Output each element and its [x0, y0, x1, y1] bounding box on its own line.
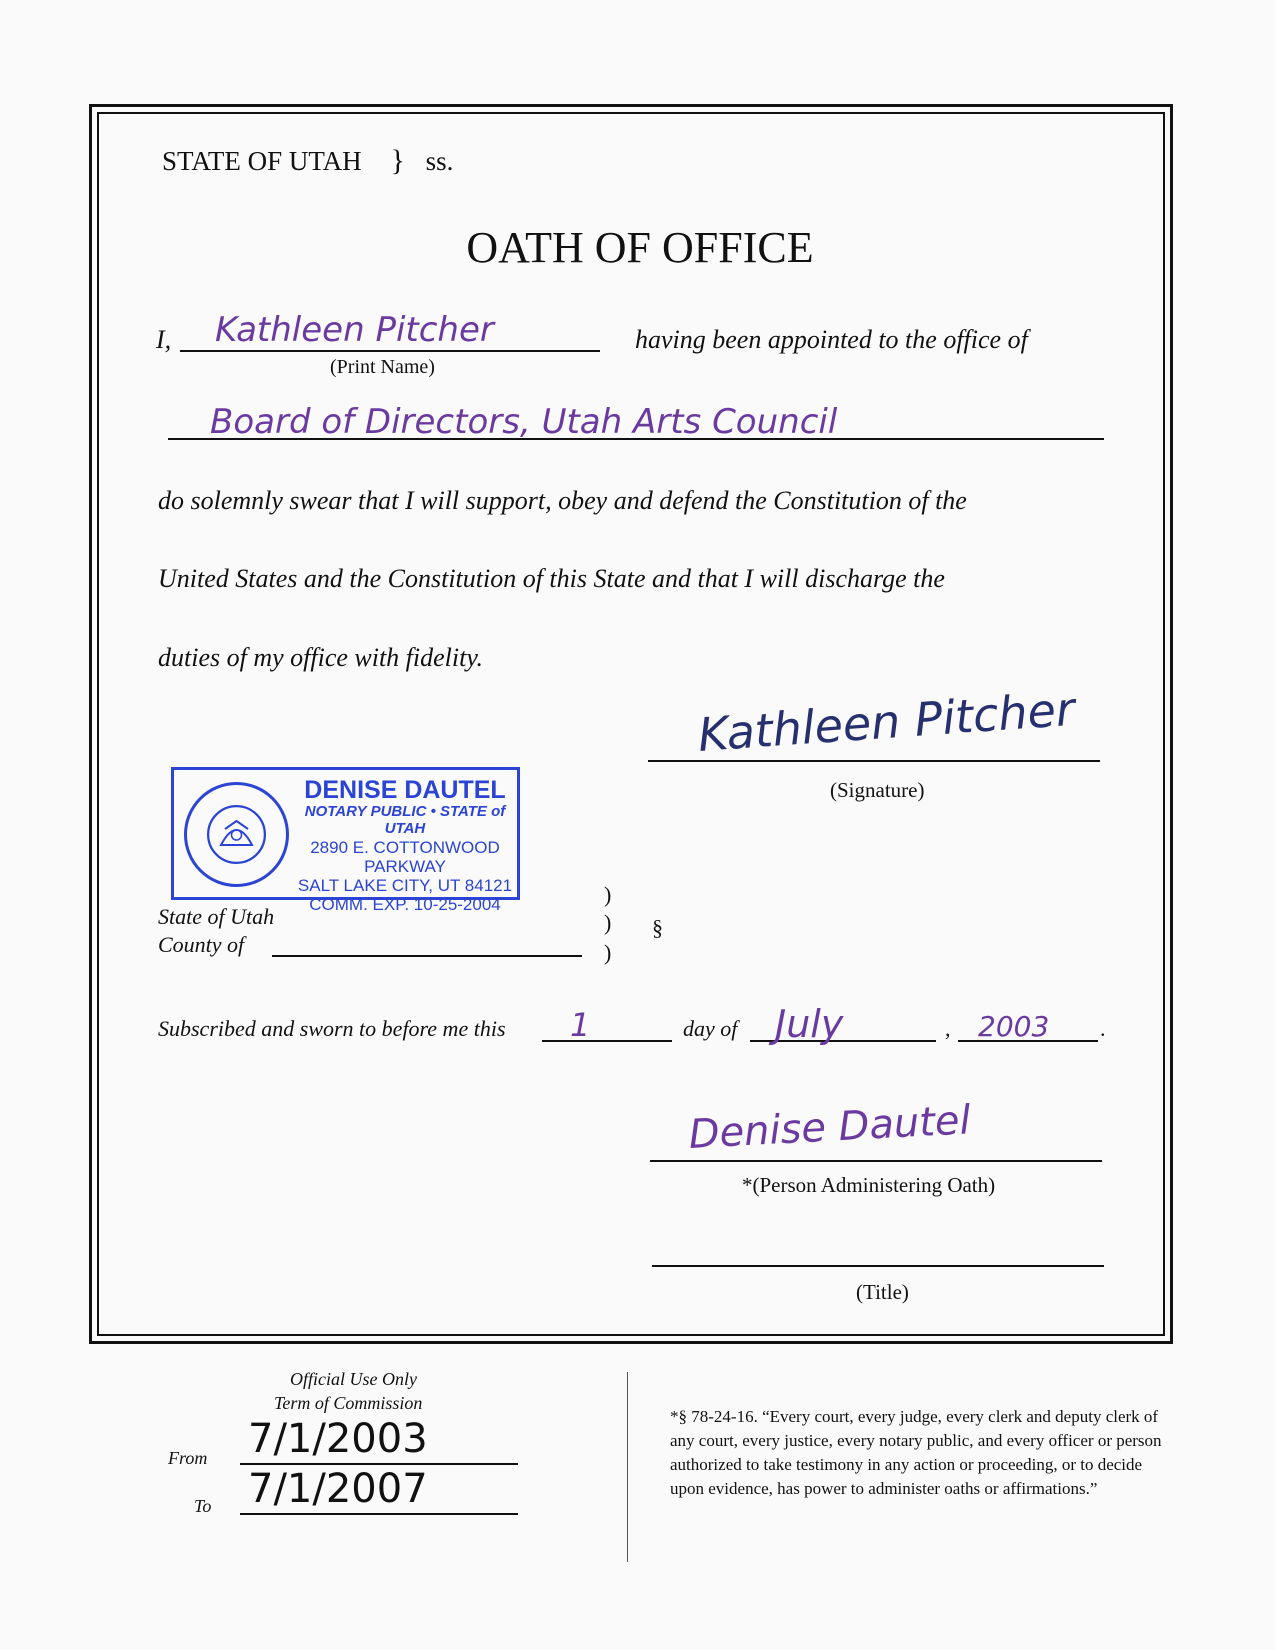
- signature-label: (Signature): [830, 778, 925, 802]
- day-line: [542, 1040, 672, 1042]
- brace-glyph: }: [390, 144, 405, 177]
- notary-stamp: [171, 767, 520, 914]
- print-name-line: [180, 350, 600, 352]
- to-line: [240, 1513, 518, 1515]
- administrator-label: *(Person Administering Oath): [742, 1173, 996, 1197]
- day-of-text: day of: [683, 1016, 738, 1041]
- venue-paren-1: ): [604, 882, 612, 907]
- appointed-text: having been appointed to the office of: [635, 325, 1028, 354]
- from-line: [240, 1463, 518, 1465]
- office-handwritten: Board of Directors, Utah Arts Council: [210, 402, 838, 442]
- official-use-heading: Official Use Only: [290, 1369, 417, 1389]
- oath-body-line-1: do solemnly swear that I will support, obey and defend the Constitution of the: [158, 486, 967, 515]
- term-of-commission-label: Term of Commission: [274, 1393, 423, 1413]
- print-name-label: (Print Name): [330, 356, 435, 378]
- oath-signature-handwritten: Kathleen Pitcher: [696, 681, 1077, 762]
- page-title: OATH OF OFFICE: [466, 223, 814, 272]
- to-label: To: [194, 1496, 212, 1516]
- administrator-signature-handwritten: Denise Dautel: [687, 1097, 972, 1158]
- state-label: STATE OF UTAH: [162, 146, 362, 176]
- footer-divider: [627, 1372, 628, 1562]
- title-label: (Title): [856, 1280, 909, 1304]
- oath-prefix: I,: [156, 325, 172, 354]
- subscribed-text: Subscribed and sworn to before me this: [158, 1016, 506, 1041]
- county-line: [272, 955, 582, 957]
- title-line: [652, 1265, 1104, 1267]
- venue-paren-3: ): [604, 940, 612, 965]
- notary-name: DENISE DAUTEL: [304, 776, 506, 804]
- seal-inner-ring: [207, 805, 266, 864]
- month-handwritten: July: [775, 1002, 844, 1046]
- year-comma: ,: [945, 1016, 951, 1041]
- from-label: From: [168, 1448, 208, 1468]
- from-value-handwritten: 7/1/2003: [248, 1416, 428, 1462]
- county-of-label: County of: [158, 932, 245, 957]
- to-value-handwritten: 7/1/2007: [248, 1466, 428, 1512]
- statute-notice: *§ 78-24-16. “Every court, every judge, every clerk and deputy clerk of any court, every justice, every notary public, and every officer or person authorized to take testimony in any action or proceeding, or to decide upon evidence, has power to administer oaths or affirmations.”: [670, 1407, 1162, 1498]
- ss-label: ss.: [425, 146, 454, 176]
- section-mark: §: [652, 915, 663, 940]
- notary-title: NOTARY PUBLIC • STATE of UTAH: [304, 803, 506, 837]
- state-heading: [162, 144, 453, 178]
- year-handwritten: 2003: [978, 1010, 1050, 1043]
- state-of-utah-label: State of Utah: [158, 904, 275, 929]
- notary-city: SALT LAKE CITY, UT 84121: [297, 875, 513, 895]
- oath-body-line-2: United States and the Constitution of this State and that I will discharge the: [158, 564, 945, 593]
- administrator-signature-line: [650, 1160, 1102, 1162]
- notary-expiration: COMM. EXP. 10-25-2004: [309, 894, 501, 914]
- year-period: .: [1100, 1016, 1106, 1041]
- printed-name-handwritten: Kathleen Pitcher: [215, 310, 494, 350]
- state-seal-icon: [184, 782, 289, 887]
- venue-paren-2: ): [604, 910, 612, 935]
- notary-address: 2890 E. COTTONWOOD PARKWAY: [310, 837, 500, 876]
- oath-body-line-3: duties of my office with fidelity.: [158, 643, 483, 672]
- stamp-text-block: [294, 776, 516, 914]
- day-handwritten: 1: [570, 1006, 591, 1044]
